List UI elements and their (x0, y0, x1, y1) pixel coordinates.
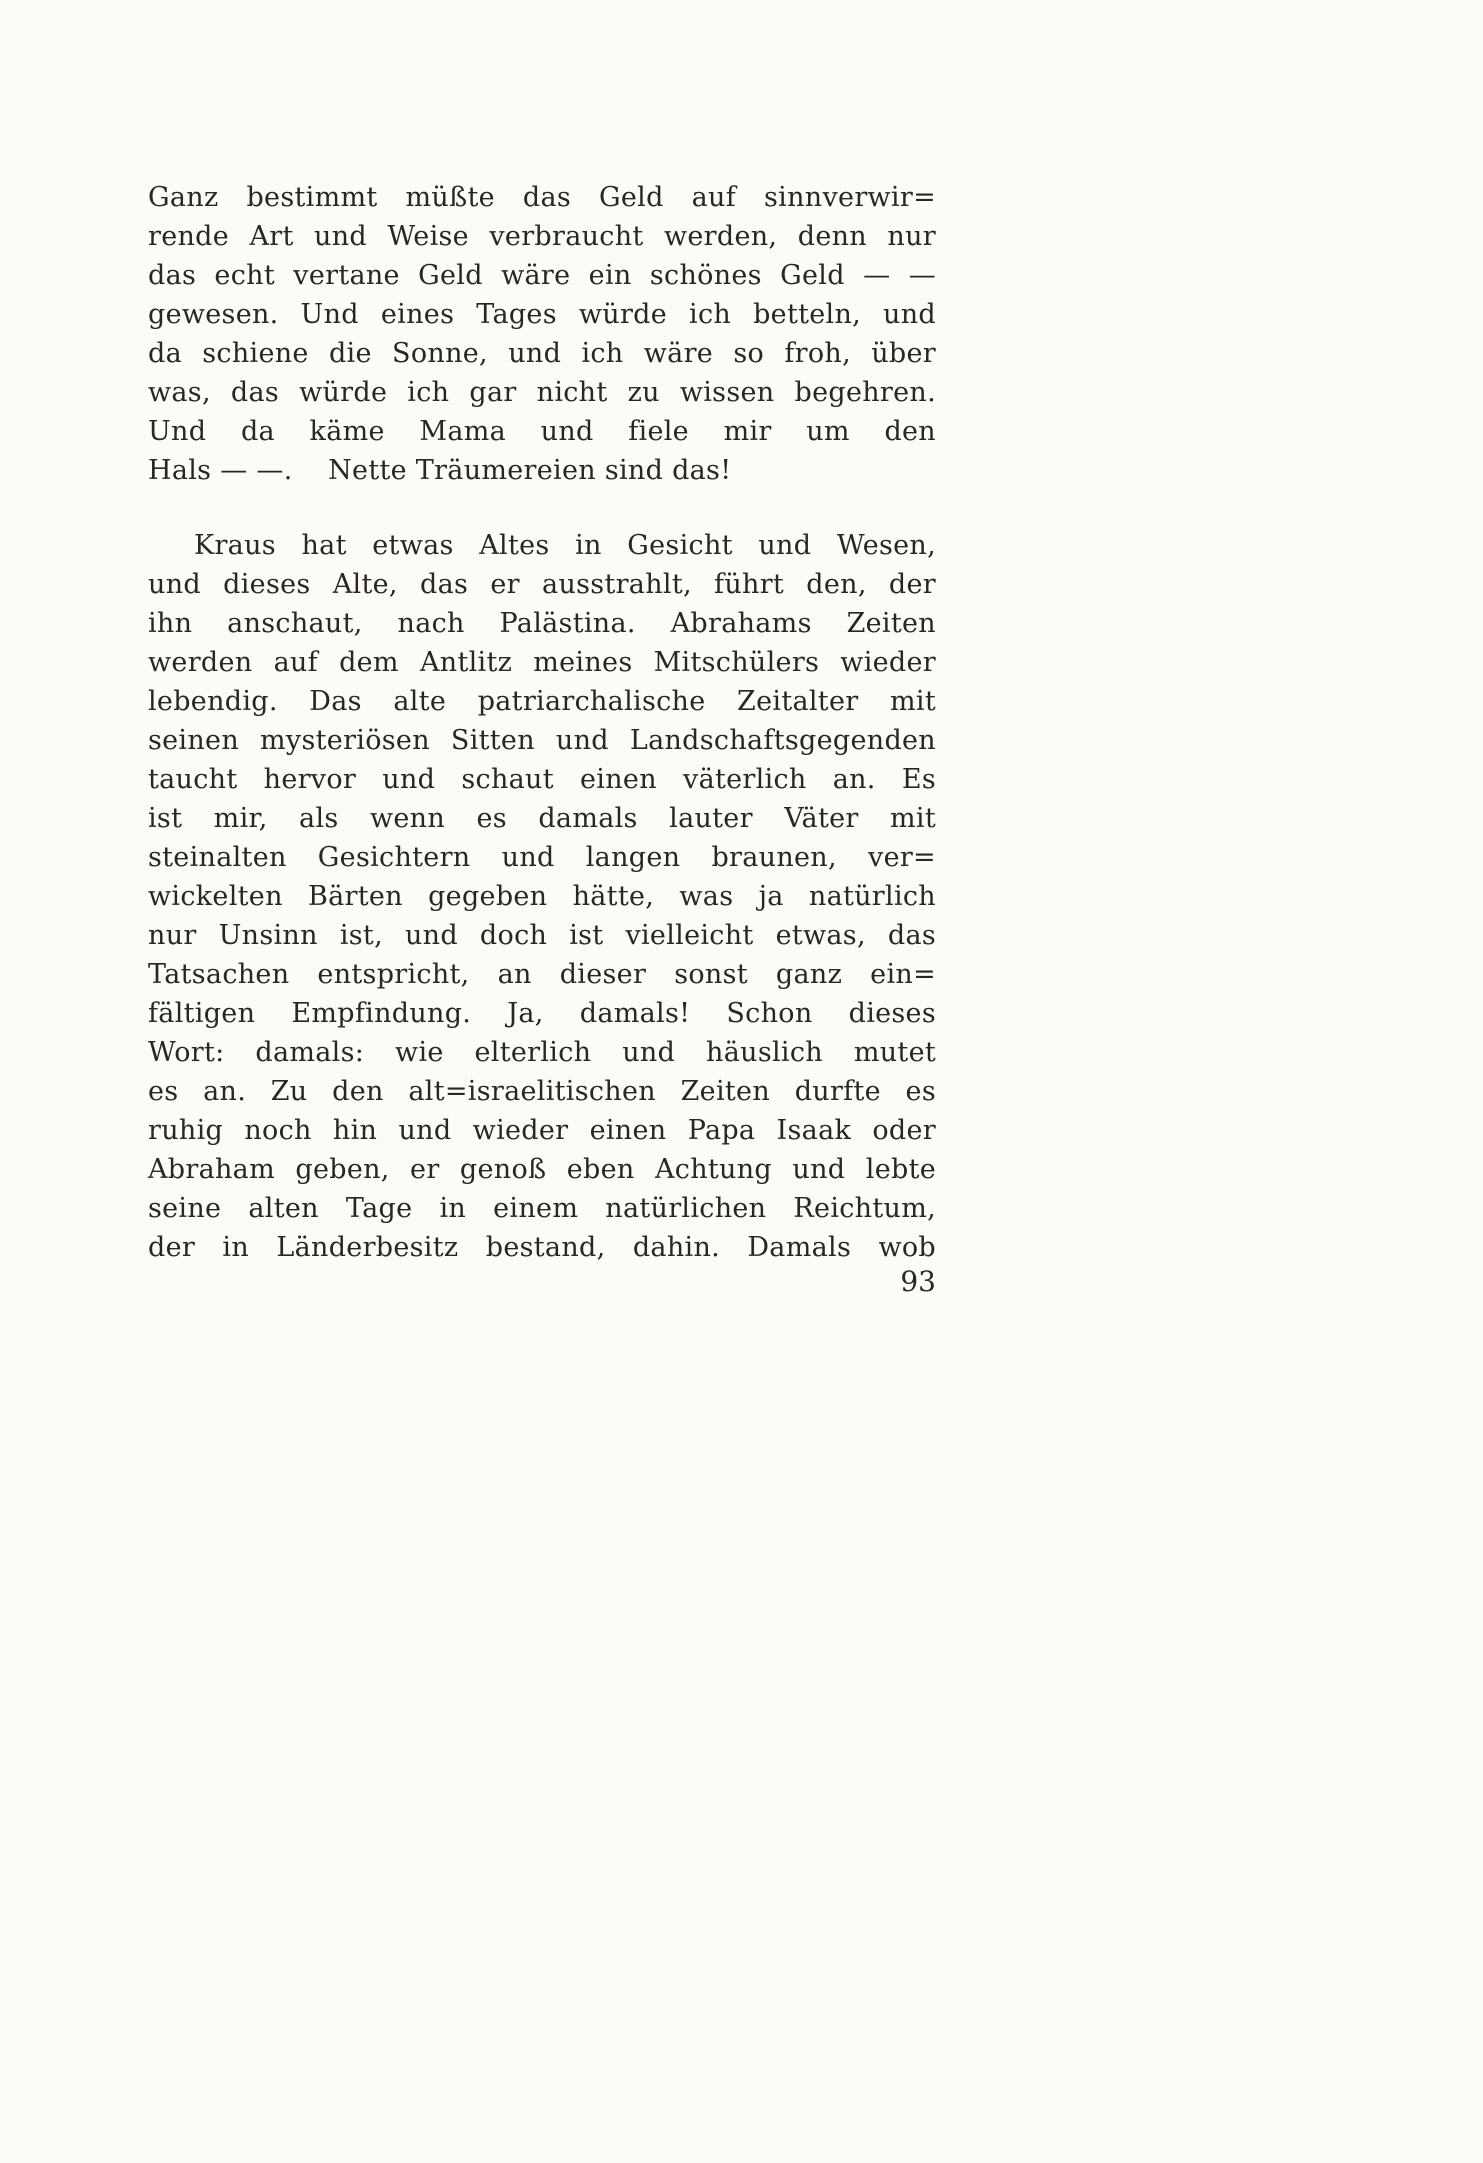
text-line: es an. Zu den alt=israelitischen Zeiten durfte es (148, 1076, 936, 1107)
text-line: taucht hervor und schaut einen väterlich an. Es (148, 764, 936, 795)
text-line: der in Länderbesitz bestand, dahin. Damals wob (148, 1232, 936, 1263)
page-text (148, 178, 936, 1267)
text-line: seinen mysteriösen Sitten und Landschaftsgegenden (148, 725, 936, 756)
text-line: ihn anschaut, nach Palästina. Abrahams Zeiten (148, 608, 936, 639)
text-line: rende Art und Weise verbraucht werden, denn nur (148, 221, 936, 252)
text-line: und dieses Alte, das er ausstrahlt, führt den, der (148, 569, 936, 600)
text-line: Wort: damals: wie elterlich und häuslich mutet (148, 1037, 936, 1068)
text-line: ist mir, als wenn es damals lauter Väter mit (148, 803, 936, 834)
text-line: ruhig noch hin und wieder einen Papa Isaak oder (148, 1115, 936, 1146)
text-line: steinalten Gesichtern und langen braunen, ver= (148, 842, 936, 873)
text-line: Ganz bestimmt müßte das Geld auf sinnverwir= (148, 182, 936, 213)
text-line: da schiene die Sonne, und ich wäre so froh, über (148, 338, 936, 369)
paragraph (148, 178, 936, 490)
text-line: fältigen Empfindung. Ja, damals! Schon dieses (148, 998, 936, 1029)
text-line: wickelten Bärten gegeben hätte, was ja natürlich (148, 881, 936, 912)
text-line: nur Unsinn ist, und doch ist vielleicht etwas, das (148, 920, 936, 951)
text-line: gewesen. Und eines Tages würde ich betteln, und (148, 299, 936, 330)
text-line: Und da käme Mama und fiele mir um den (148, 416, 936, 447)
text-line: das echt vertane Geld wäre ein schönes Geld — — (148, 260, 936, 291)
text-line: werden auf dem Antlitz meines Mitschülers wieder (148, 647, 936, 678)
page-number: 93 (900, 1265, 936, 1298)
text-line: Kraus hat etwas Altes in Gesicht und Wesen, (194, 530, 936, 561)
text-line: lebendig. Das alte patriarchalische Zeitalter mit (148, 686, 936, 717)
text-line: seine alten Tage in einem natürlichen Reichtum, (148, 1193, 936, 1224)
text-line: Hals — —. Nette Träumereien sind das! (148, 455, 732, 486)
paragraph (148, 526, 936, 1267)
text-line: Abraham geben, er genoß eben Achtung und lebte (148, 1154, 936, 1185)
text-line: was, das würde ich gar nicht zu wissen begehren. (148, 377, 936, 408)
text-line: Tatsachen entspricht, an dieser sonst ganz ein= (148, 959, 936, 990)
